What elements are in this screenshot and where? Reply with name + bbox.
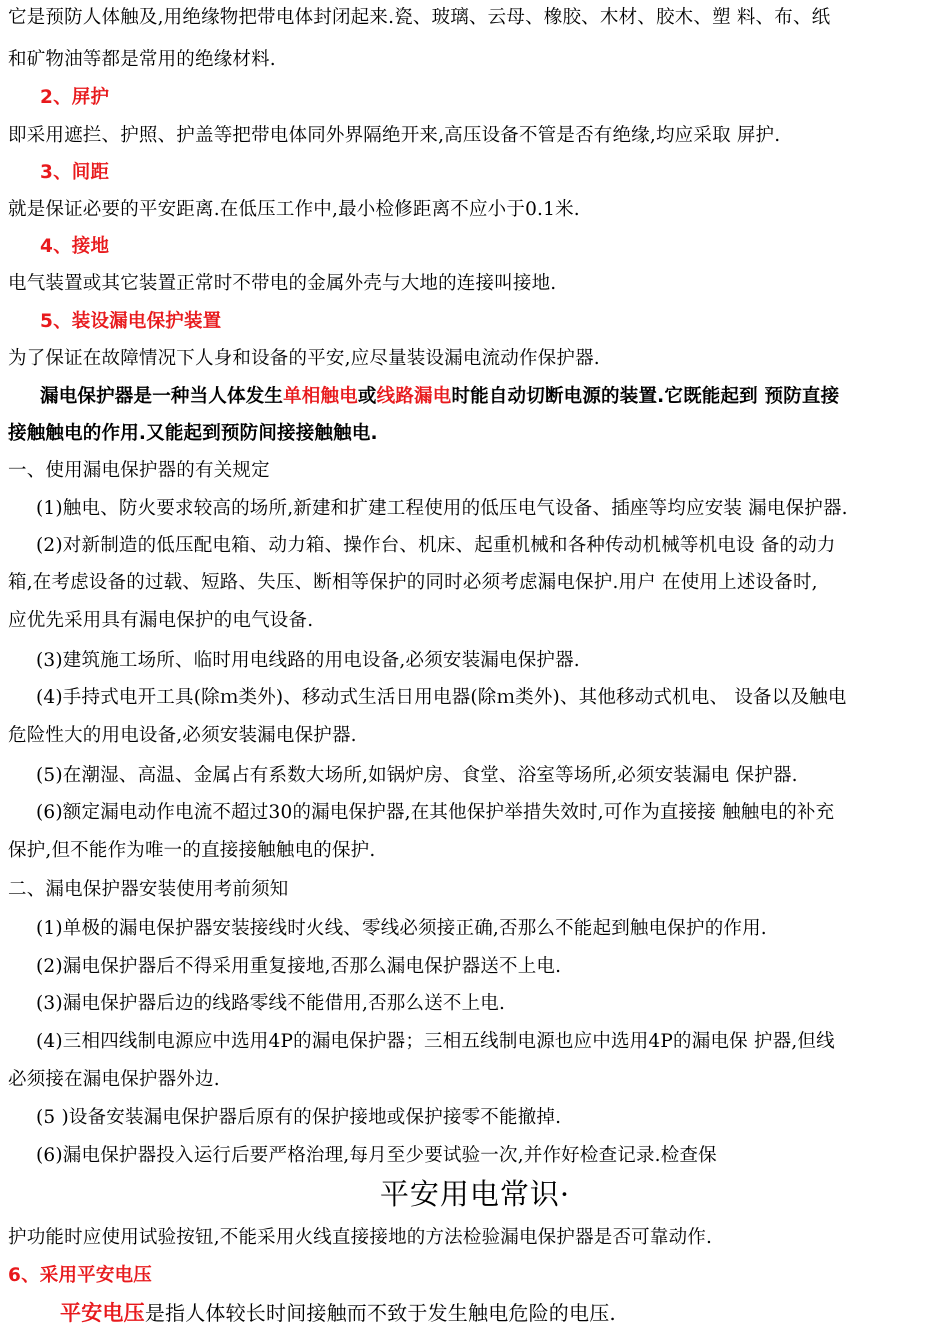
list-item: (6)额定漏电动作电流不超过30的漏电保护器,在其他保护举措失效时,可作为直接接 触触电的补充 [36,802,835,823]
section-heading-precautions: 二、漏电保护器安装使用考前须知 [8,879,289,900]
list-item: (1)单极的漏电保护器安装接线时火线、零线必须接正确,否那么不能起到触电保护的作用. [36,918,767,939]
list-item: (3)漏电保护器后边的线路零线不能借用,否那么送不上电. [36,993,506,1014]
list-item: (4)三相四线制电源应中选用4P的漏电保护器；三相五线制电源也应中选用4P的漏电保 护器,但线 [36,1031,835,1052]
text-line: 为了保证在故障情况下人身和设备的平安,应尽量装设漏电流动作保护器. [8,348,600,369]
text-line: 危险性大的用电设备,必须安装漏电保护器. [8,725,357,746]
list-item: (2)漏电保护器后不得采用重复接地,否那么漏电保护器送不上电. [36,956,562,977]
section-heading-distance: 3、间距 [40,162,110,183]
definition-line [60,1301,940,1325]
text-line: 和矿物油等都是常用的绝缘材料. [8,49,276,70]
text-line: 就是保证必要的平安距离.在低压工作中,最小检修距离不应小于0.1米. [8,199,580,220]
section-heading-grounding: 4、接地 [40,236,110,257]
page-title: 平安用电常识· [379,1177,571,1211]
bold-text: 漏电保护器是一种当人体发生 [40,386,284,407]
section-heading-shield: 2、屏护 [40,87,110,108]
section-heading-rules: 一、使用漏电保护器的有关规定 [8,460,270,481]
highlight-line-leakage: 线路漏电 [376,386,452,407]
text-line: 必须接在漏电保护器外边. [8,1069,220,1090]
bold-paragraph-line [40,385,940,409]
definition-text: 是指人体较长时间接触而不致于发生触电危险的电压. [144,1301,616,1325]
text-line: 护功能时应使用试验按钮,不能采用火线直接接地的方法检验漏电保护器是否可靠动作. [8,1227,713,1248]
text-line: 箱,在考虑设备的过载、短路、失压、断相等保护的同时必须考虑漏电保护.用户 在使用上述设备时, [8,572,818,593]
text-line: 即采用遮拦、护照、护盖等把带电体同外界隔绝开来,高压设备不管是否有绝缘,均应采取 屏护. [8,125,781,146]
section-heading-safe-voltage: 6、采用平安电压 [8,1265,152,1286]
bold-text: 时能自动切断电源的装置.它既能起到 预防直接 [451,386,840,407]
text-line: 保护,但不能作为唯一的直接接触触电的保护. [8,840,376,861]
highlight-safe-voltage: 平安电压 [60,1301,145,1325]
list-item: (1)触电、防火要求较高的场所,新建和扩建工程使用的低压电气设备、插座等均应安装 漏电保护器. [36,498,848,519]
list-item: (6)漏电保护器投入运行后要严格治理,每月至少要试验一次,并作好检查记录.检查保 [36,1145,717,1166]
highlight-single-phase: 单相触电 [283,386,358,407]
list-item: (3)建筑施工场所、临时用电线路的用电设备,必须安装漏电保护器. [36,650,580,671]
list-item: (5 )设备安装漏电保护器后原有的保护接地或保护接零不能撤掉. [36,1107,562,1128]
list-item: (2)对新制造的低压配电箱、动力箱、操作台、机床、起重机械和各种传动机械等机电设 备的动力 [36,535,836,556]
list-item: (4)手持式电开工具(除ｍ类外)、移动式生活日用电器(除ｍ类外)、其他移动式机电、 设备以及触电 [36,687,847,708]
text-line: 应优先采用具有漏电保护的电气设备. [8,610,314,631]
bold-paragraph-line: 接触触电的作用.又能起到预防间接接触触电. [8,423,378,444]
list-item: (5)在潮湿、高温、金属占有系数大场所,如锅炉房、食堂、浴室等场所,必须安装漏电 保护器. [36,765,798,786]
text-line: 电气装置或其它装置正常时不带电的金属外壳与大地的连接叫接地. [8,273,557,294]
section-heading-leakage-protection: 5、装设漏电保护装置 [40,311,222,332]
bold-text: 或 [357,386,377,407]
text-line: 它是预防人体触及,用绝缘物把带电体封闭起来.瓷、玻璃、云母、橡胶、木材、胶木、塑 料、布、纸 [8,7,831,28]
